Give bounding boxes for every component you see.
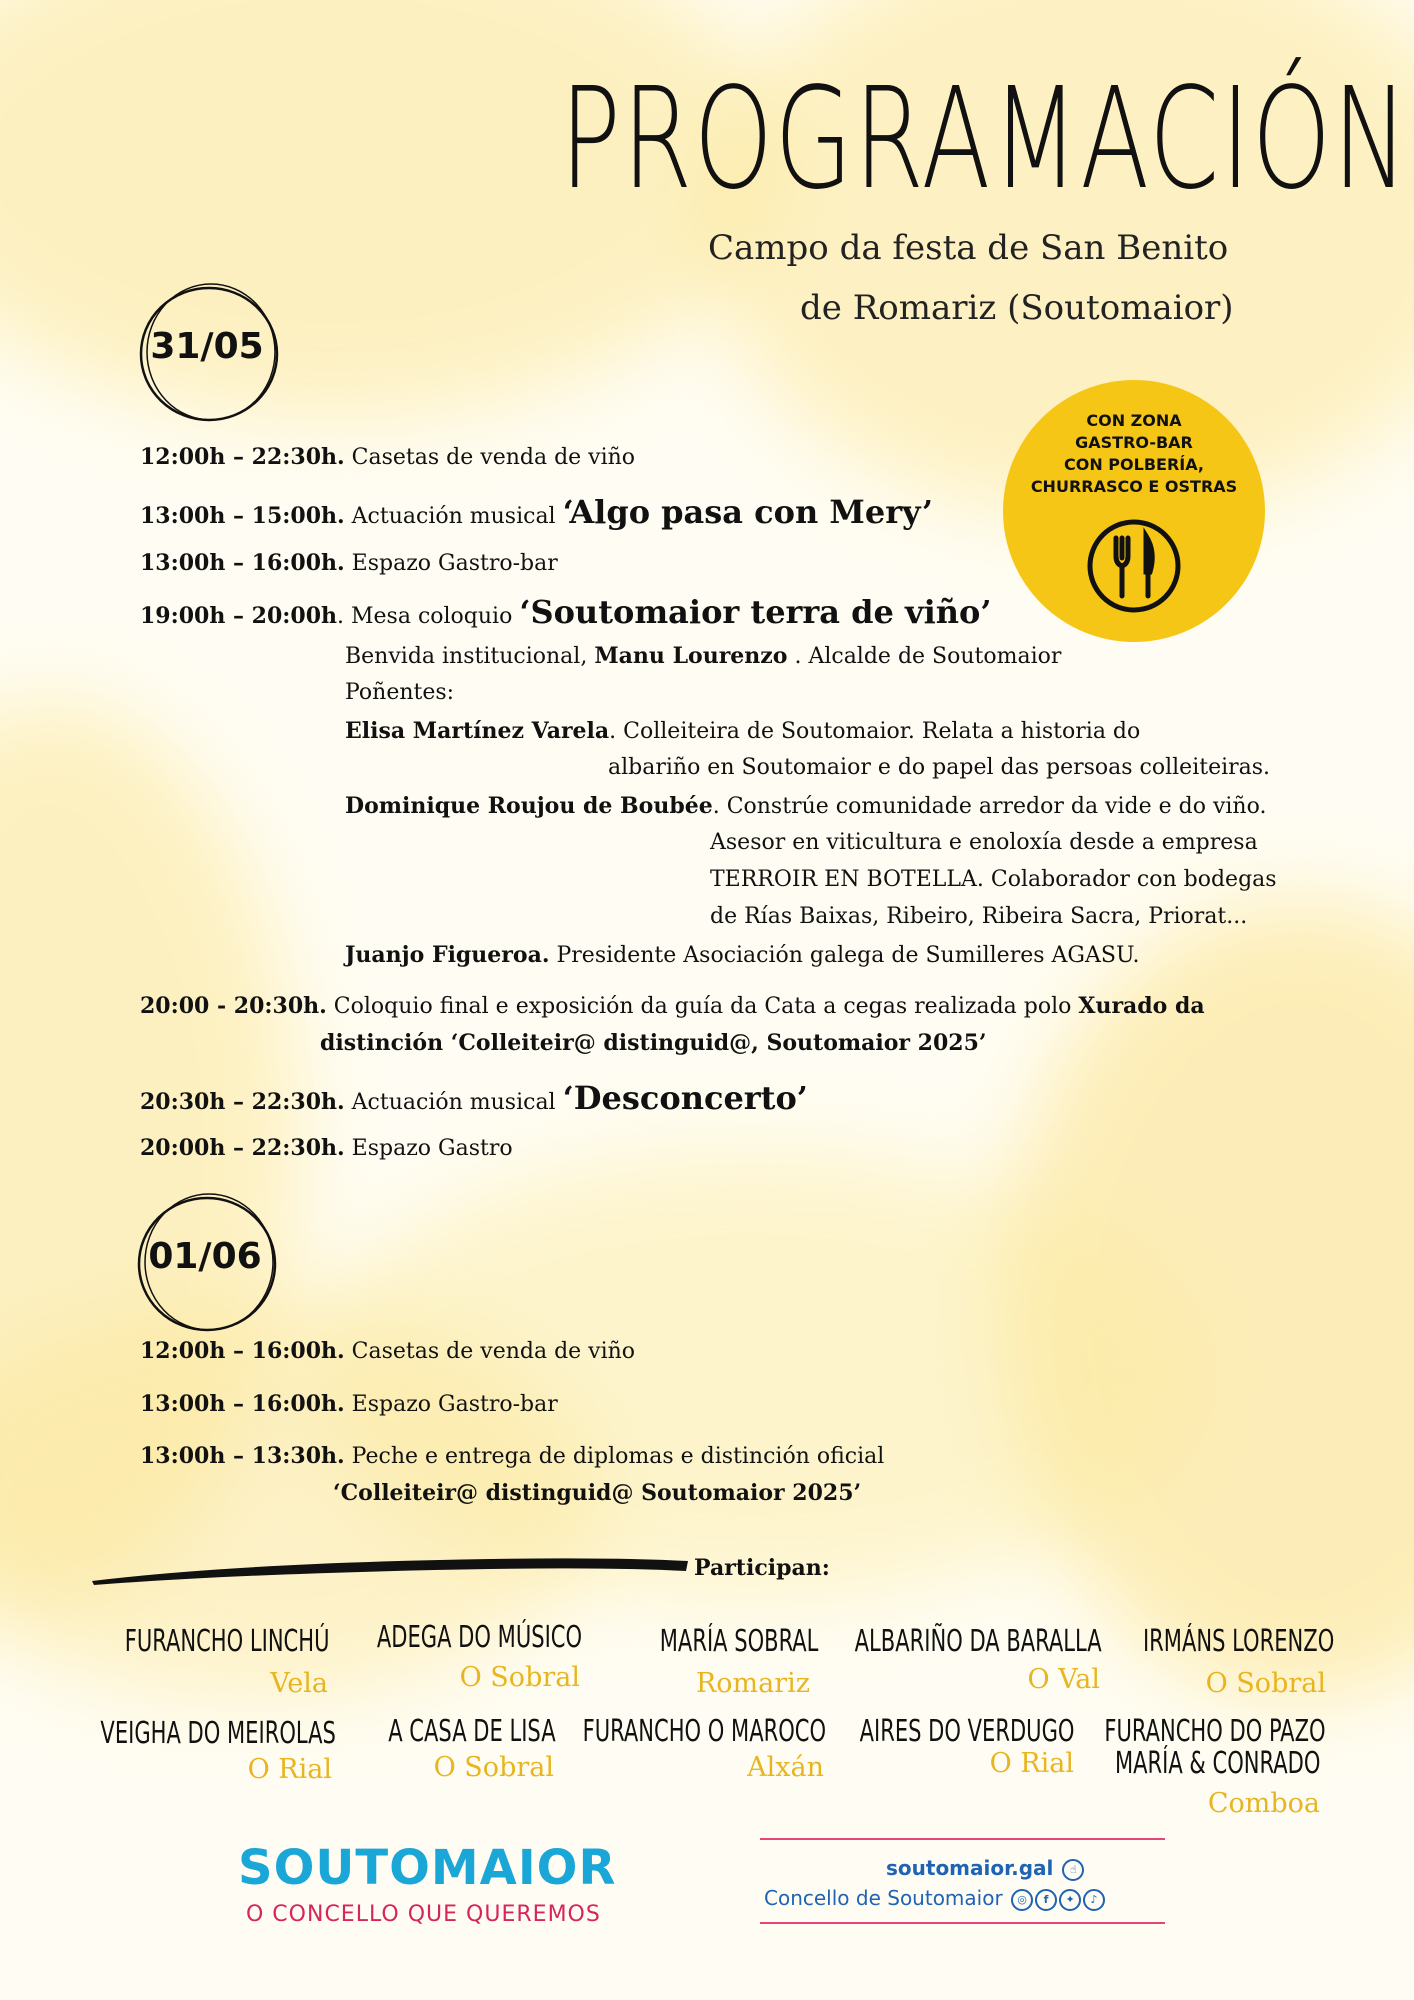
participant-place: Romariz [695, 1668, 810, 1699]
date-circle-day1 [137, 282, 277, 422]
date-day2: 01/06 [148, 1236, 262, 1277]
participant-name: VEIGHA DO MEIROLAS [100, 1716, 336, 1751]
schedule-item: 20:00h – 22:30h. Espazo Gastro [140, 1135, 513, 1161]
participant-place: Vela [270, 1668, 328, 1699]
social-links[interactable]: Concello de Soutomaior ◎ f ✦ ♪ [764, 1886, 1105, 1911]
participant-place: Comboa [1207, 1788, 1320, 1819]
schedule-item: 13:00h – 15:00h. Actuación musical ‘Algo pasa con Mery’ [140, 493, 933, 531]
logo-tagline: O CONCELLO QUE QUEREMOS [246, 1902, 601, 1927]
speaker-2-desc: de Rías Baixas, Ribeiro, Ribeira Sacra, Priorat... [710, 904, 1248, 929]
subtitle-line1: Campo da festa de San Benito [708, 228, 1229, 268]
participant-place: O Sobral [433, 1752, 554, 1783]
schedule-item-cont: distinción ‘Colleiteir@ distinguid@, Soutomaior 2025’ [320, 1030, 987, 1056]
soutomaior-logo: SOUTOMAIOR [238, 1840, 617, 1896]
fork-knife-icon [1084, 516, 1184, 616]
schedule-item: 13:00h – 16:00h. Espazo Gastro-bar [140, 550, 558, 576]
page-title: PROGRAMACIÓN [560, 58, 1410, 221]
participant-name: AIRES DO VERDUGO [859, 1714, 1074, 1749]
speaker-1: Elisa Martínez Varela. Colleiteira de Soutomaior. Relata a historia do [345, 718, 1141, 744]
participant-name: MARÍA SOBRAL [659, 1624, 818, 1659]
participant-name: ALBARIÑO DA BARALLA [855, 1624, 1102, 1659]
participant-name: A CASA DE LISA [388, 1714, 556, 1749]
speaker-2-desc: Asesor en viticultura e enoloxía desde a empresa [710, 830, 1258, 855]
welcome-line: Benvida institucional, Manu Lourenzo . Alcalde de Soutomaior [345, 643, 1062, 669]
participant-place: O Val [1027, 1664, 1100, 1695]
participant-name: ADEGA DO MÚSICO [376, 1620, 582, 1655]
participant-name: FURANCHO DO PAZO [1104, 1714, 1326, 1749]
participant-name: IRMÁNS LORENZO [1142, 1624, 1334, 1659]
participant-place: O Sobral [459, 1662, 580, 1693]
participants-label: Participan: [694, 1555, 830, 1581]
participant-place: O Rial [247, 1754, 332, 1785]
badge-line: GASTRO-BAR [1075, 433, 1193, 452]
footer-divider-top [760, 1838, 1165, 1840]
website-link[interactable]: soutomaior.gal ☝ [886, 1856, 1084, 1881]
participant-place: O Rial [989, 1748, 1074, 1779]
badge-line: CON POLBERÍA, [1064, 455, 1204, 474]
schedule-item: 13:00h – 13:30h. Peche e entrega de diplomas e distinción oficial [140, 1443, 885, 1469]
speaker-2: Dominique Roujou de Boubée. Constrúe comunidade arredor da vide e do viño. [345, 793, 1267, 819]
schedule-item: 20:00 - 20:30h. Coloquio final e exposición da guía da Cata a cegas realizada polo Xurado da [140, 993, 1205, 1019]
schedule-item: 13:00h – 16:00h. Espazo Gastro-bar [140, 1391, 558, 1417]
footer-divider-bottom [760, 1922, 1165, 1924]
schedule-item: 12:00h – 22:30h. Casetas de venda de viño [140, 444, 636, 470]
schedule-item: 12:00h – 16:00h. Casetas de venda de viño [140, 1338, 636, 1364]
participant-name: FURANCHO LINCHÚ [125, 1624, 330, 1659]
instagram-icon[interactable]: ◎ [1011, 1889, 1033, 1911]
subtitle-line2: de Romariz (Soutomaior) [800, 288, 1234, 328]
speaker-2-desc: TERROIR EN BOTELLA. Colaborador con bodegas [710, 867, 1277, 892]
date-circle-day2 [135, 1192, 275, 1332]
pointer-icon: ☝ [1062, 1859, 1084, 1881]
facebook-icon[interactable]: f [1035, 1889, 1057, 1911]
speaker-3: Juanjo Figueroa. Presidente Asociación galega de Sumilleres AGASU. [345, 942, 1140, 968]
participant-name: FURANCHO O MAROCO [582, 1714, 826, 1749]
closing-distinction: ‘Colleiteir@ distinguid@ Soutomaior 2025’ [333, 1480, 862, 1506]
brush-stroke-divider [90, 1545, 690, 1585]
schedule-item: 20:30h – 22:30h. Actuación musical ‘Desconcerto’ [140, 1079, 808, 1117]
twitter-icon[interactable]: ✦ [1059, 1889, 1081, 1911]
badge-line: CHURRASCO E OSTRAS [1030, 477, 1238, 496]
participant-name-2: MARÍA & CONRADO [1114, 1746, 1320, 1781]
date-day1: 31/05 [150, 326, 264, 367]
tiktok-icon[interactable]: ♪ [1083, 1889, 1105, 1911]
participant-place: O Sobral [1205, 1668, 1326, 1699]
badge-line: CON ZONA [1086, 411, 1182, 430]
participant-place: Alxán [747, 1752, 824, 1783]
gastro-bar-badge [1003, 380, 1265, 642]
speakers-label: Poñentes: [345, 680, 455, 705]
schedule-item: 19:00h – 20:00h. Mesa coloquio ‘Soutomaior terra de viño’ [140, 593, 992, 631]
speaker-1-desc: albariño en Soutomaior e do papel das persoas colleiteiras. [608, 755, 1271, 780]
